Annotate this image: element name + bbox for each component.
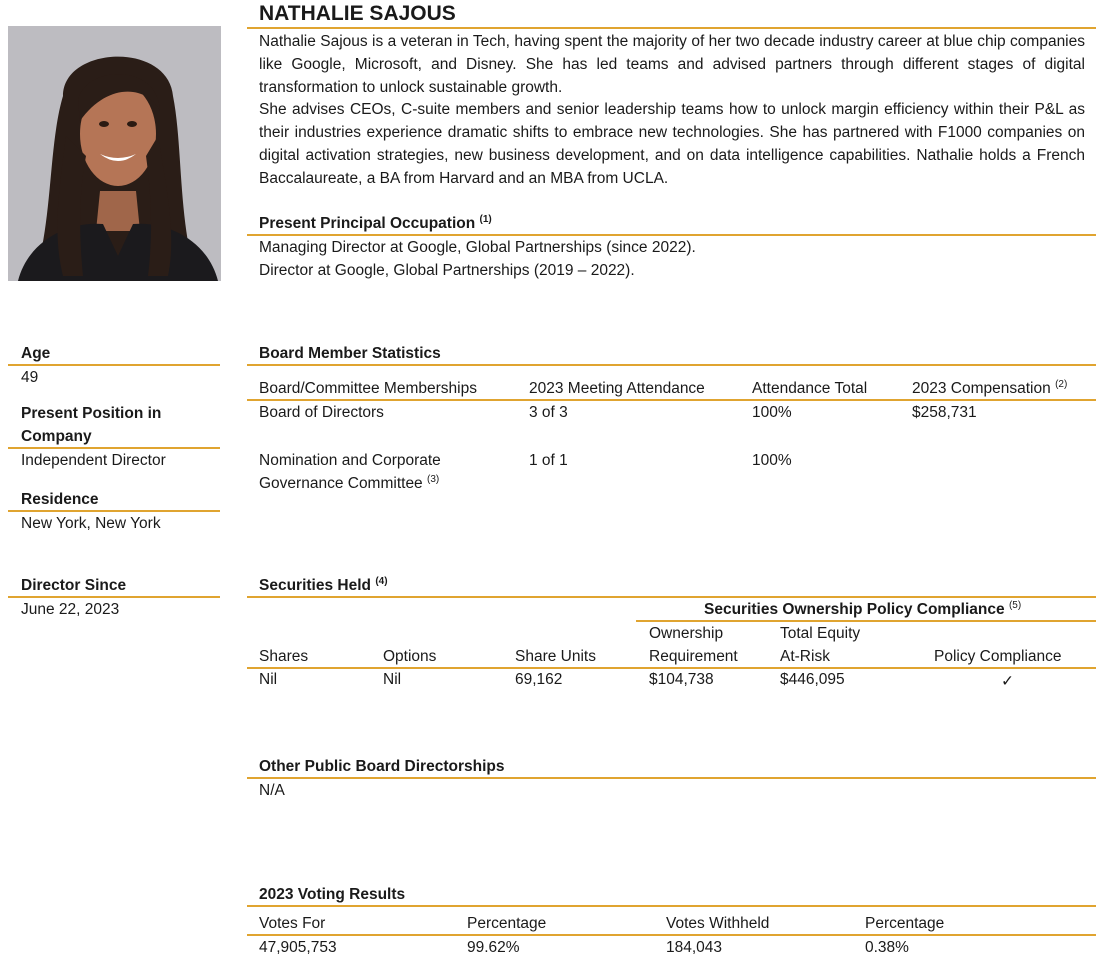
residence-value: New York, New York (21, 515, 161, 532)
sec-row-share-units: 69,162 (515, 671, 563, 688)
board-row-2-membership (259, 449, 489, 495)
occupation-footnote: (1) (479, 213, 492, 225)
occupation-line-2: Director at Google, Global Partnerships (2019 – 2022). (259, 262, 635, 279)
board-row-2-total: 100% (752, 452, 792, 469)
other-boards-rule (247, 777, 1096, 779)
director-name: NATHALIE SAJOUS (259, 2, 456, 25)
sec-header-policy-compliance: Policy Compliance (934, 648, 1062, 665)
director-since-label: Director Since (21, 577, 127, 594)
voting-heading: 2023 Voting Results (259, 886, 406, 903)
residence-label: Residence (21, 491, 99, 508)
compliance-heading (704, 598, 1021, 621)
sec-row-options: Nil (383, 671, 402, 688)
sec-row-total-equity: $446,095 (780, 671, 845, 688)
board-stats-rule (247, 364, 1096, 366)
compliance-heading-text: Securities Ownership Policy Compliance (704, 601, 1005, 618)
board-header-compensation (912, 377, 1067, 400)
board-stats-heading: Board Member Statistics (259, 345, 441, 362)
position-value: Independent Director (21, 452, 166, 469)
sec-header-share-units: Share Units (515, 648, 596, 665)
voting-rule (247, 905, 1096, 907)
age-rule (8, 364, 220, 366)
vote-header-withheld: Votes Withheld (666, 915, 770, 932)
sec-header-ownership-requirement: Ownership Requirement (649, 625, 738, 665)
sec-header-shares: Shares (259, 648, 309, 665)
vote-row-pct-for: 99.62% (467, 939, 520, 956)
board-header-total: Attendance Total (752, 380, 868, 397)
occupation-heading (259, 212, 492, 235)
bio-paragraph-1: Nathalie Sajous is a veteran in Tech, having spent the majority of her two decade industry career at blue chip companies like Google, Microsoft, and Disney. She has led teams and advised partners through different stages of digital transformation to unlock sustainable growth. (259, 33, 1085, 96)
committee-footnote: (3) (427, 473, 440, 485)
board-row-2-membership-text: Nomination and Corporate Governance Committee (259, 452, 441, 492)
board-header-compensation-text: 2023 Compensation (912, 380, 1051, 397)
vote-header-pct-for: Percentage (467, 915, 547, 932)
vote-header-pct-withheld: Percentage (865, 915, 945, 932)
director-photo (8, 26, 221, 281)
occupation-heading-text: Present Principal Occupation (259, 215, 476, 232)
compliance-footnote: (5) (1008, 599, 1022, 611)
vote-row-withheld: 184,043 (666, 939, 723, 956)
board-row-1-attendance: 3 of 3 (529, 404, 568, 421)
board-row-2-attendance: 1 of 1 (529, 452, 568, 469)
vote-row-pct-withheld: 0.38% (865, 939, 909, 956)
board-row-1-compensation: $258,731 (912, 404, 977, 421)
sec-row-shares: Nil (259, 671, 278, 688)
age-label: Age (21, 345, 51, 362)
sec-row-compliance-check-icon: ✓ (1001, 673, 1014, 690)
board-row-1-membership: Board of Directors (259, 404, 384, 421)
securities-heading (259, 574, 388, 597)
other-boards-heading: Other Public Board Directorships (259, 758, 505, 775)
board-header-attendance: 2023 Meeting Attendance (529, 380, 705, 397)
board-header-memberships: Board/Committee Memberships (259, 380, 477, 397)
bio-paragraph-2: She advises CEOs, C-suite members and senior leadership teams how to unlock margin efficiency within their P&L as their industries experience dramatic shifts to embrace new technologies. She has partnered with F1000 companies on digital activation strategies, new business development, and on data intelligence capabilities. Nathalie holds a French Baccalaureate, a BA from Harvard and an MBA from UCLA. (259, 101, 1085, 187)
name-rule (247, 27, 1096, 29)
vote-row-for: 47,905,753 (259, 939, 337, 956)
age-value: 49 (21, 369, 39, 386)
director-since-value: June 22, 2023 (21, 601, 120, 618)
sec-header-options: Options (383, 648, 437, 665)
position-label: Present Position in Company (21, 405, 162, 445)
securities-footnote: (4) (375, 575, 388, 587)
sec-row-ownership-requirement: $104,738 (649, 671, 714, 688)
portrait-illustration (8, 26, 221, 281)
board-row-1-total: 100% (752, 404, 792, 421)
occupation-line-1: Managing Director at Google, Global Partnerships (since 2022). (259, 239, 696, 256)
vote-header-for: Votes For (259, 915, 326, 932)
compensation-footnote: (2) (1055, 378, 1068, 390)
sec-header-total-equity: Total Equity At-Risk (780, 625, 861, 665)
securities-heading-text: Securities Held (259, 577, 371, 594)
other-boards-value: N/A (259, 782, 285, 799)
